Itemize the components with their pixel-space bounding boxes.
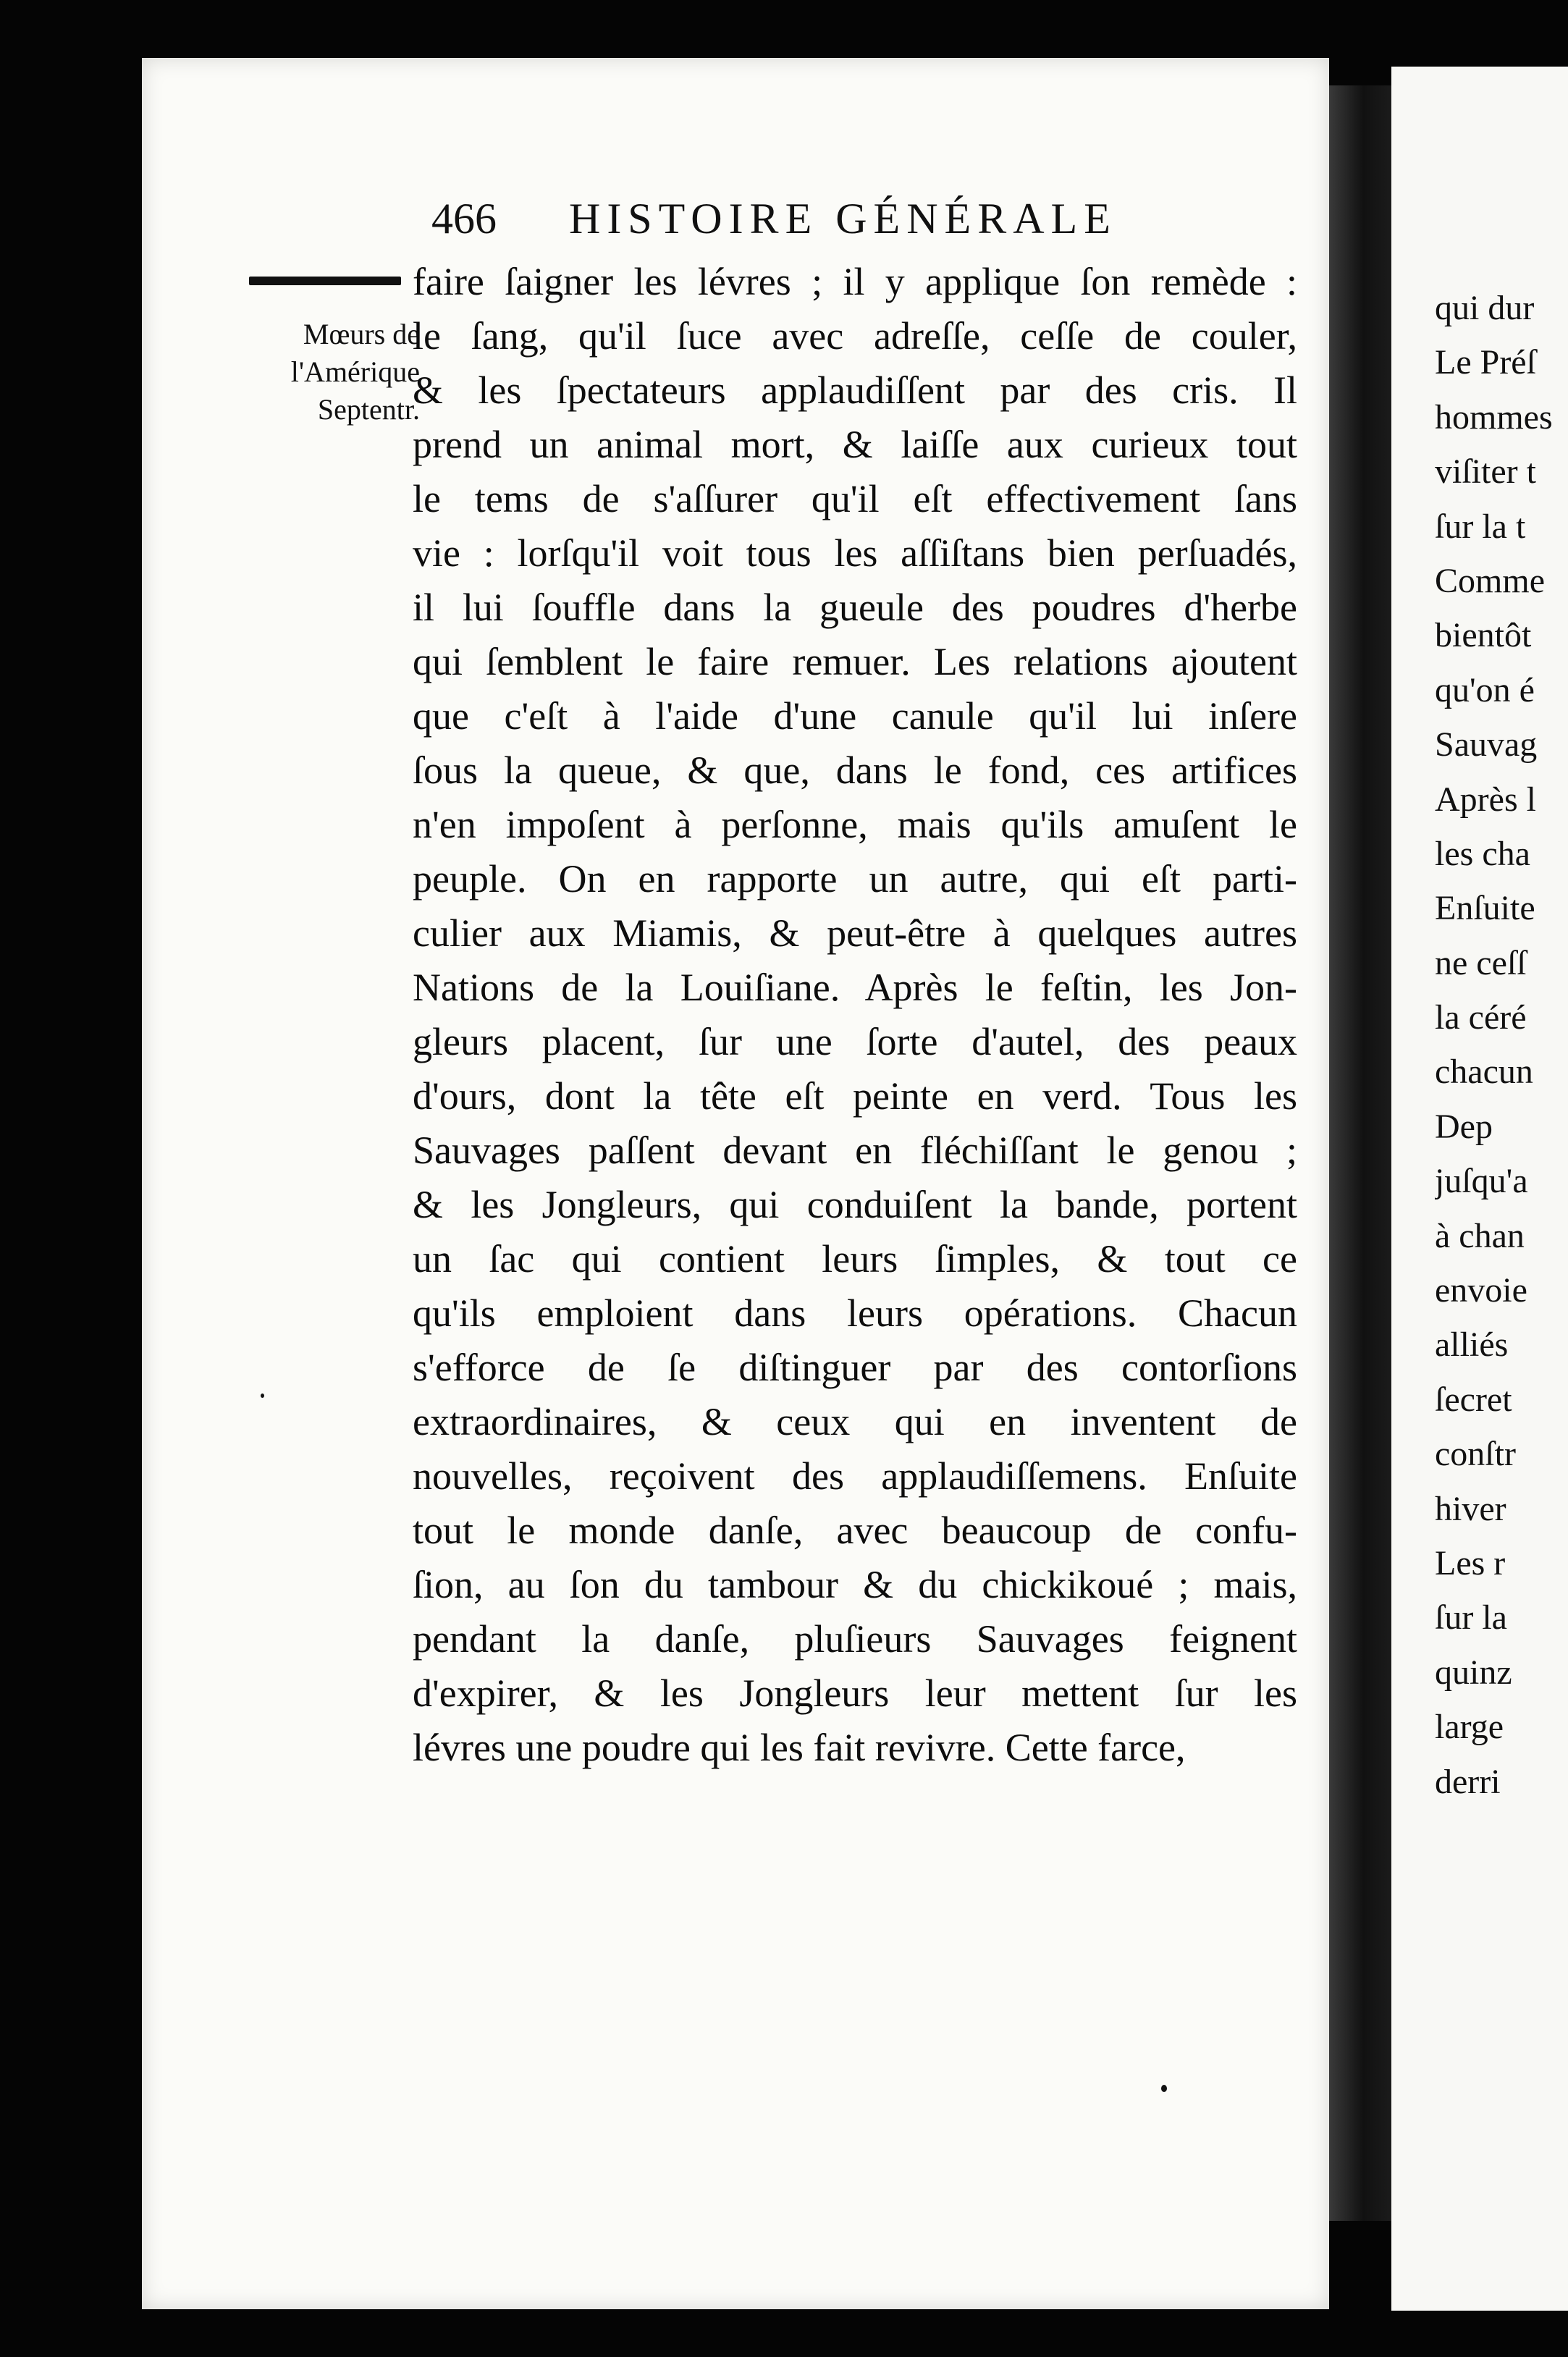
right-text-line: envoie (1435, 1271, 1527, 1310)
marginal-note-line: Mœurs de (303, 318, 420, 350)
text-line: lévres une poudre qui les fait revivre. Cette farce, (413, 1726, 1186, 1769)
right-text-line: les cha (1435, 834, 1530, 873)
text-line: peuple. On en rapporte un autre, qui eſt parti- (413, 857, 1297, 901)
right-text-line: alliés (1435, 1325, 1509, 1365)
right-text-line: large (1435, 1708, 1504, 1747)
right-text-line: ſur la t (1435, 507, 1526, 546)
right-text-line: juſqu'a (1435, 1162, 1528, 1201)
text-line: il lui ſouffle dans la gueule des poudres d'herbe (413, 586, 1297, 629)
right-text-line: derri (1435, 1762, 1501, 1801)
text-line: un ſac qui contient leurs ſimples, & tout ce (413, 1237, 1297, 1281)
text-line: culier aux Miamis, & peut-être à quelques autres (413, 911, 1297, 955)
running-head (431, 194, 1249, 252)
right-text-line: ne ceſſ (1435, 943, 1527, 982)
text-line: d'ours, dont la tête eſt peinte en verd. Tous les (413, 1074, 1297, 1118)
right-text-line: viſiter t (1435, 452, 1536, 492)
text-line: que c'eſt à l'aide d'une canule qu'il lui inſere (413, 694, 1297, 738)
text-line: gleurs placent, ſur une ſorte d'autel, des peaux (413, 1020, 1297, 1063)
marginal-note-line: l'Amérique (290, 355, 420, 388)
right-text-line: bientôt (1435, 616, 1532, 655)
body-text (413, 255, 1297, 1775)
right-text-line: Enſuite (1435, 889, 1535, 928)
text-line: le tems de s'aſſurer qu'il eſt effectivement ſans (413, 477, 1297, 520)
text-line: s'efforce de ſe diſtinguer par des contorſions (413, 1346, 1297, 1389)
right-page-text (1435, 281, 1568, 1809)
text-line: nouvelles, reçoivent des applaudiſſemens. Enſuite (413, 1454, 1297, 1498)
right-text-line: quinz (1435, 1653, 1512, 1692)
right-text-line: Après l (1435, 780, 1536, 819)
text-line: faire ſaigner les lévres ; il y applique ſon remède : (413, 260, 1297, 303)
text-line: pendant la danſe, pluſieurs Sauvages feignent (413, 1617, 1297, 1661)
marginal-note (239, 316, 420, 429)
right-text-line: la céré (1435, 998, 1527, 1037)
right-text-line: hommes (1435, 397, 1553, 437)
marginal-rule (249, 277, 401, 285)
text-line: le ſang, qu'il ſuce avec adreſſe, ceſſe de couler, (413, 314, 1297, 358)
right-text-line: ſecret (1435, 1380, 1512, 1419)
right-text-line: Comme (1435, 561, 1545, 600)
right-text-line: chacun (1435, 1053, 1533, 1092)
right-text-line: Le Préſ (1435, 343, 1536, 382)
text-line: Nations de la Louiſiane. Après le feſtin, les Jon- (413, 966, 1297, 1009)
right-text-line: Dep (1435, 1107, 1493, 1146)
right-text-line: Les r (1435, 1543, 1506, 1582)
text-line: & les ſpectateurs applaudiſſent par des cris. Il (413, 368, 1297, 412)
text-line: ſous la queue, & que, dans le fond, ces artifices (413, 749, 1297, 792)
page-number: 466 (431, 195, 497, 243)
text-line: extraordinaires, & ceux qui en inventent de (413, 1400, 1297, 1443)
right-text-line: hiver (1435, 1489, 1506, 1528)
text-line: vie : lorſqu'il voit tous les aſſiſtans bien perſuadés, (413, 531, 1297, 575)
print-speck (261, 1393, 264, 1398)
right-text-line: à chan (1435, 1216, 1525, 1255)
text-line: qu'ils emploient dans leurs opérations. Chacun (413, 1291, 1297, 1335)
right-text-line: qu'on é (1435, 670, 1535, 709)
running-title: HISTOIRE GÉNÉRALE (569, 195, 1117, 243)
print-speck (1161, 2085, 1167, 2092)
text-line: d'expirer, & les Jongleurs leur mettent ſur les (413, 1671, 1297, 1715)
text-line: qui ſemblent le faire remuer. Les relations ajoutent (413, 640, 1297, 683)
text-line: ſion, au ſon du tambour & du chickikoué ; mais, (413, 1563, 1297, 1606)
book-gutter (1329, 85, 1391, 2221)
text-line: Sauvages paſſent devant en fléchiſſant le genou ; (413, 1129, 1297, 1172)
right-text-line: Sauvag (1435, 725, 1538, 764)
marginal-note-line: Septentr. (317, 393, 420, 426)
right-text-line: ſur la (1435, 1598, 1507, 1637)
text-line: & les Jongleurs, qui conduiſent la bande, portent (413, 1183, 1297, 1226)
text-line: prend un animal mort, & laiſſe aux curieux tout (413, 423, 1297, 466)
right-text-line: qui dur (1435, 289, 1535, 327)
text-line: tout le monde danſe, avec beaucoup de confu- (413, 1509, 1297, 1552)
right-text-line: conſtr (1435, 1435, 1516, 1474)
text-line: n'en impoſent à perſonne, mais qu'ils amuſent le (413, 803, 1297, 846)
